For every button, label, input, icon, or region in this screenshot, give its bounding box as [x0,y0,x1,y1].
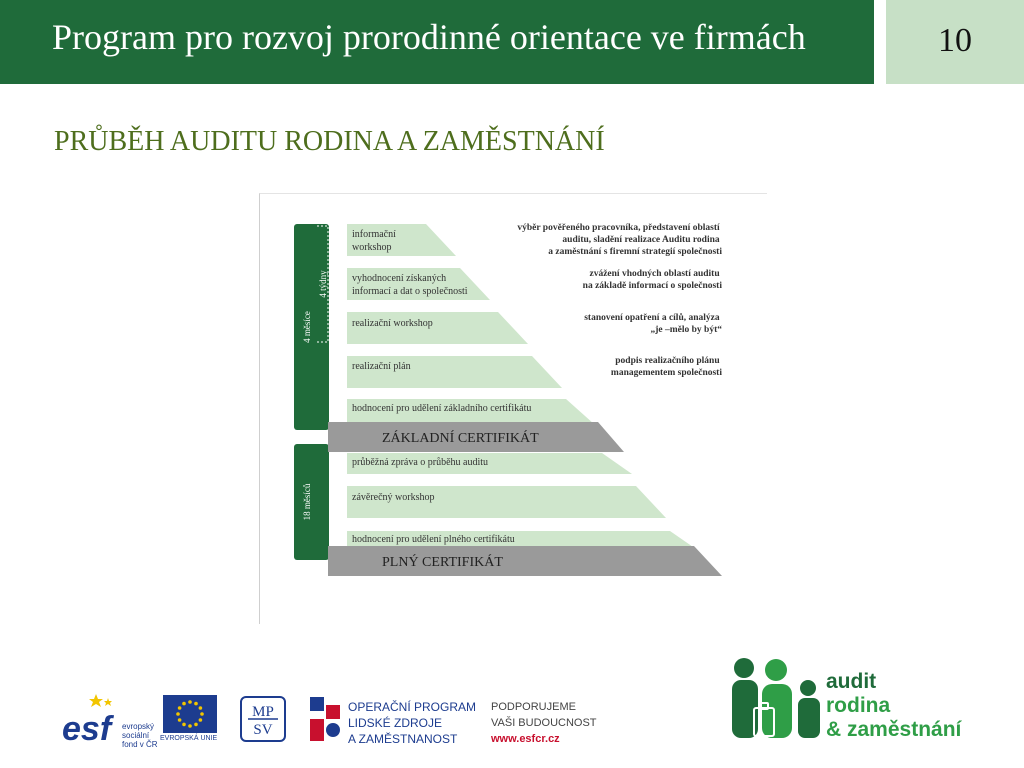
step-description-2-line-1: zvážení vhodných oblastí auditu [589,269,720,279]
mpsv-logo-icon [240,696,286,742]
esf-caption: evropský sociální fond v ČR [122,722,158,749]
esf-logo-icon [62,694,120,744]
audit-process-diagram [259,193,767,624]
esf-logo-text: esf [62,710,112,744]
support-line-1: PODPORUJEME [491,701,576,713]
support-text [491,699,597,747]
eu-flag-icon [163,695,217,733]
step-description-3-line-1: stanovení opatření a cílů, analýza [584,313,720,323]
full-certificate-label: PLNÝ CERTIFIKÁT [382,555,503,570]
step-description-1-line-1: výběr pověřeného pracovníka, představení oblastí [517,223,720,233]
step-description-4-line-2: managementem společnosti [610,368,722,378]
step-description-1-line-2: auditu, sladění realizace Auditu rodina [562,235,720,245]
label-4-months: 4 měsíce [302,311,312,343]
step-label-1-line-1: informační [352,229,396,240]
step-label-6: průběžná zpráva o průběhu auditu [352,457,489,468]
step-label-7: závěrečný workshop [352,492,435,503]
step-description-3 [584,312,722,335]
audit-diagram-svg [260,194,767,624]
audit-logo-line-2: rodina [826,694,891,717]
page-number: 10 [938,22,972,59]
step-description-2 [583,269,723,291]
label-18-months: 18 měsíců [302,483,312,521]
op-line-3: A ZAMĚSTNANOST [348,732,458,746]
page-number-box [886,0,1024,84]
section-title: PRŮBĚH AUDITU RODINA A ZAMĚSTNÁNÍ [54,126,605,157]
step-description-2-line-2: na základě informací o společnosti [582,281,722,291]
audit-family-logo-icon [730,656,826,742]
mpsv-line-1: MP [252,704,274,720]
support-line-2: VAŠI BUDOUCNOST [491,717,597,729]
support-url-link[interactable]: www.esfcr.cz [491,733,560,745]
audit-logo-line-1: audit [826,670,877,693]
step-label-4: realizační plán [352,361,411,372]
op-program-text [348,699,476,747]
step-label-1-line-2: workshop [352,242,392,253]
step-label-3: realizační workshop [352,318,433,329]
step-description-1 [517,223,722,257]
step-label-5: hodnocení pro udělení základního certifikátu [352,403,532,414]
step-description-1-line-3: a zaměstnání s firemní strategií společnosti [548,247,722,257]
eu-caption: EVROPSKÁ UNIE [160,735,218,742]
op-line-2: LIDSKÉ ZDROJE [348,716,443,730]
step-label-8: hodnocení pro udělení plného certifikátu [352,534,515,545]
op-line-1: OPERAČNÍ PROGRAM [348,700,477,714]
label-4-weeks: 4 týdny [318,270,328,298]
step-description-3-line-2: „je –mělo by být“ [650,325,722,335]
step-description-4-line-1: podpis realizačního plánu [615,356,720,366]
step-label-2-line-1: vyhodnocení získaných [352,273,447,284]
op-lzz-logo-icon [310,697,344,741]
header-bar [0,0,874,84]
step-label-2-line-2: informací a dat o společnosti [352,286,468,297]
audit-logo-text [826,670,961,742]
mpsv-line-2: SV [253,722,273,738]
step-description-4 [611,356,722,378]
audit-logo-line-3: & zaměstnání [826,718,962,741]
page-title: Program pro rozvoj prorodinné orientace ve firmách [52,17,806,57]
basic-certificate-label: ZÁKLADNÍ CERTIFIKÁT [382,431,539,446]
